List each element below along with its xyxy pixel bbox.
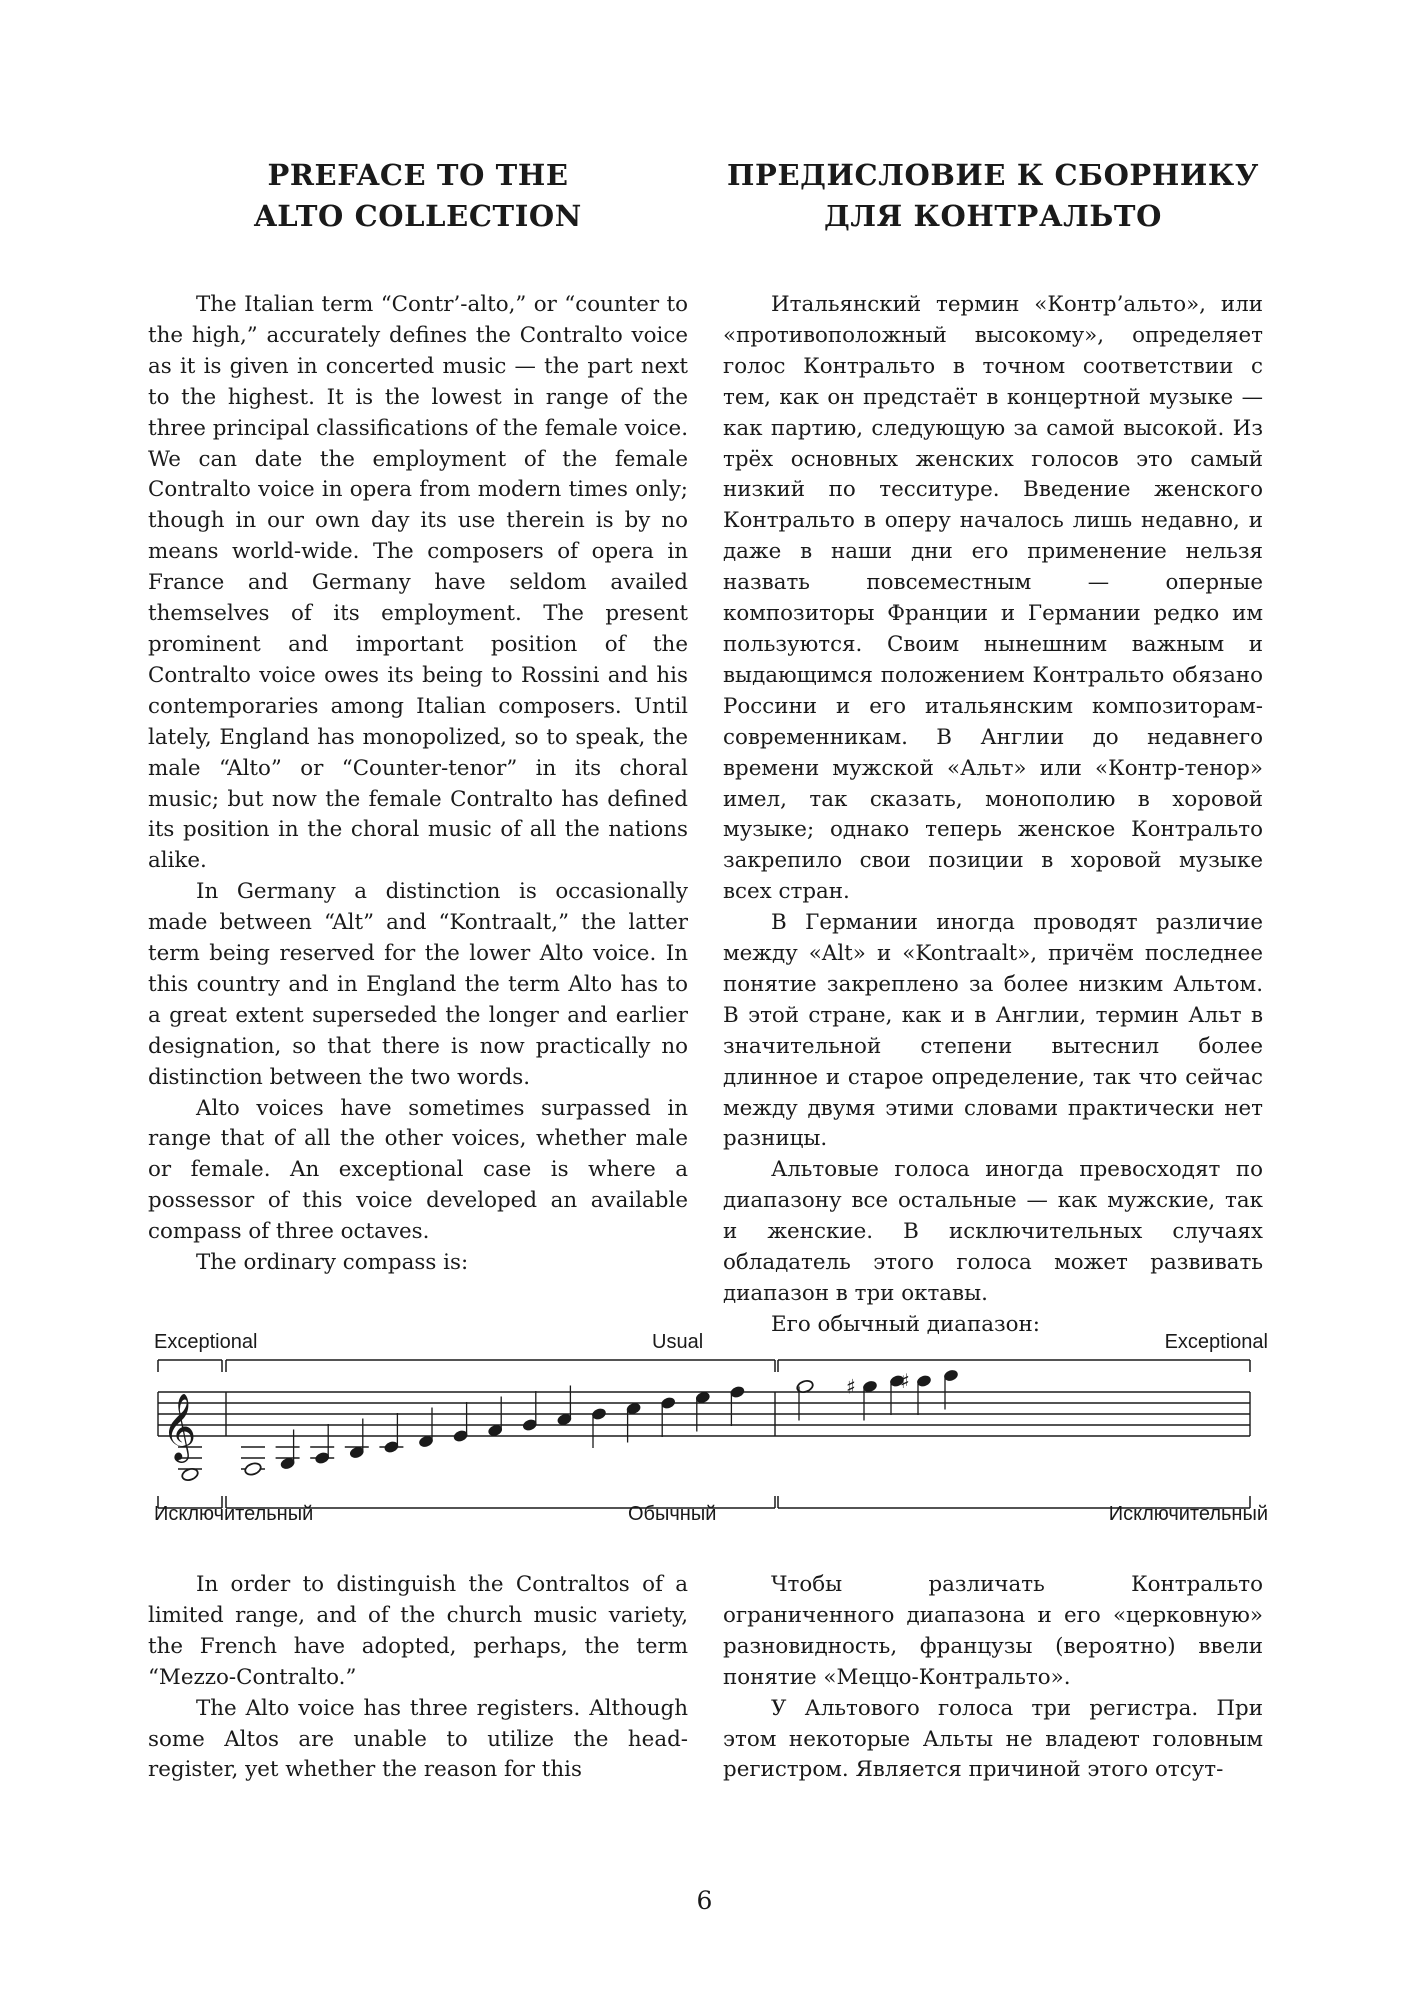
label-ru-exceptional-high: Исключительный — [1108, 1503, 1268, 1525]
russian-column-bottom — [723, 1570, 1263, 1786]
russian-paragraph: Итальянский термин «Контр’альто», или «противоположный высокому», определяет голос Контральто в точном соответствии с тем, как он предстаёт в концертной музыке — как партию, следующую за самой высокой. Из трёх основных женских голосов это самый низкий по тесситуре. Введение женского Контральто в оперу началось лишь недавно, и даже в наши дни его применение нельзя назвать повсеместным — оперные композиторы Франции и Германии редко им пользуются. Своим нынешним важным и выдающимся положением Контральто обязано Россини и его итальянским композиторам-современникам. В Англии до недавнего времени мужской «Альт» или «Контр-тенор» имел, так сказать, монополию в хоровой музыке; однако теперь женское Контральто закрепило свои позиции в хоровой музыке всех стран. — [723, 292, 1263, 905]
label-ru-usual: Обычный — [628, 1503, 717, 1525]
russian-paragraph: Его обычный диапазон: — [771, 1311, 1040, 1337]
english-column-bottom — [148, 1570, 688, 1786]
english-paragraph: The Italian term “Contr’-alto,” or “counter to the high,” accurately defines the Contralto voice as it is given in concerted music — the part next to the highest. It is the lowest in range of the three principal classifications of the female voice. We can date the employment of the female Contralto voice in opera from modern times only; though in our own day its use therein is by no means world-wide. The composers of opera in France and Germany have seldom availed themselves of its employment. The present prominent and important position of the Contralto voice owes its being to Rossini and his contemporaries among Italian composers. Until lately, England has monopolized, so to speak, the male “Alto” or “Counter-tenor” in its choral music; but now the female Contralto has defined its position in the choral music of all the nations alike. — [148, 292, 688, 874]
russian-paragraph: В Германии иногда проводят различие между «Alt» и «Kontraalt», причём последнее понятие закреплено за более низким Альтом. В этой стране, как и в Англии, термин Альт в значительной степени вытеснил более длинное и старое определение, так что сейчас между двумя этими словами практически нет разницы. — [723, 910, 1263, 1152]
english-title — [148, 155, 688, 237]
english-paragraph: In order to distinguish the Contraltos of a limited range, and of the church music variety, the French have adopted, perhaps, the term “Mezzo-Contralto.” — [148, 1572, 688, 1690]
english-paragraph: Alto voices have sometimes surpassed in range that of all the other voices, whether male or female. An exceptional case is where a possessor of this voice developed an available compass of three octaves. — [148, 1095, 688, 1245]
english-paragraph: The Alto voice has three registers. Although some Altos are unable to utilize the head-register, yet whether the reason for this — [148, 1695, 688, 1783]
russian-column-top — [723, 155, 1263, 1341]
note — [241, 1447, 265, 1477]
label-ru-exceptional-low: Исключительный — [154, 1503, 314, 1525]
english-title-line-1: PREFACE TO THE — [267, 158, 569, 192]
english-body-bottom — [148, 1570, 688, 1786]
note — [379, 1413, 403, 1454]
note — [661, 1396, 676, 1437]
sharp-sign: ♯ — [900, 1369, 910, 1393]
russian-title-line-2: ДЛЯ КОНТРАЛЬТО — [824, 199, 1162, 233]
compass-music-example — [150, 1330, 1268, 1530]
label-exceptional-high: Exceptional — [1164, 1331, 1268, 1353]
russian-paragraph: Чтобы различать Контральто ограниченного диапазона и его «церковную» разновидность, французы (вероятно) ввели понятие «Меццо-Контральто». — [723, 1572, 1263, 1690]
music-staff — [150, 1330, 1260, 1530]
russian-body-bottom — [723, 1570, 1263, 1786]
page-number: 6 — [696, 1886, 713, 1915]
note — [730, 1385, 745, 1426]
english-column-top — [148, 155, 688, 1279]
treble-clef-icon: 𝄞 — [162, 1392, 197, 1460]
notehead — [244, 1461, 263, 1476]
label-usual: Usual — [652, 1331, 704, 1353]
english-title-line-2: ALTO COLLECTION — [254, 199, 582, 233]
note — [591, 1407, 606, 1448]
label-exceptional-low: Exceptional — [154, 1331, 258, 1353]
note — [522, 1391, 537, 1432]
sharp-sign: ♯ — [846, 1374, 856, 1399]
english-body-top — [148, 290, 688, 1279]
russian-title — [723, 155, 1263, 237]
note — [310, 1424, 334, 1465]
english-paragraph: In Germany a distinction is occasionally made between “Alt” and “Kontraalt,” the latter term being reserved for the lower Alto voice. In this country and in England the term Alto has to a great extent superseded the longer and earlier designation, so that there is now practically no distinction between the two words. — [148, 879, 688, 1090]
note — [453, 1402, 468, 1443]
russian-paragraph: У Альтового голоса три регистра. При этом некоторые Альты не владеют головным регистром. Является причиной этого отсут- — [723, 1695, 1263, 1783]
russian-paragraph: Альтовые голоса иногда превосходят по диапазону все остальные — как мужские, так и женские. В исключительных случаях обладатель этого голоса может развивать диапазон в три октавы. — [723, 1157, 1263, 1306]
english-paragraph: The ordinary compass is: — [196, 1250, 469, 1276]
russian-title-line-1: ПРЕДИСЛОВИЕ К СБОРНИКУ — [727, 158, 1259, 192]
russian-body-top — [723, 290, 1263, 1341]
